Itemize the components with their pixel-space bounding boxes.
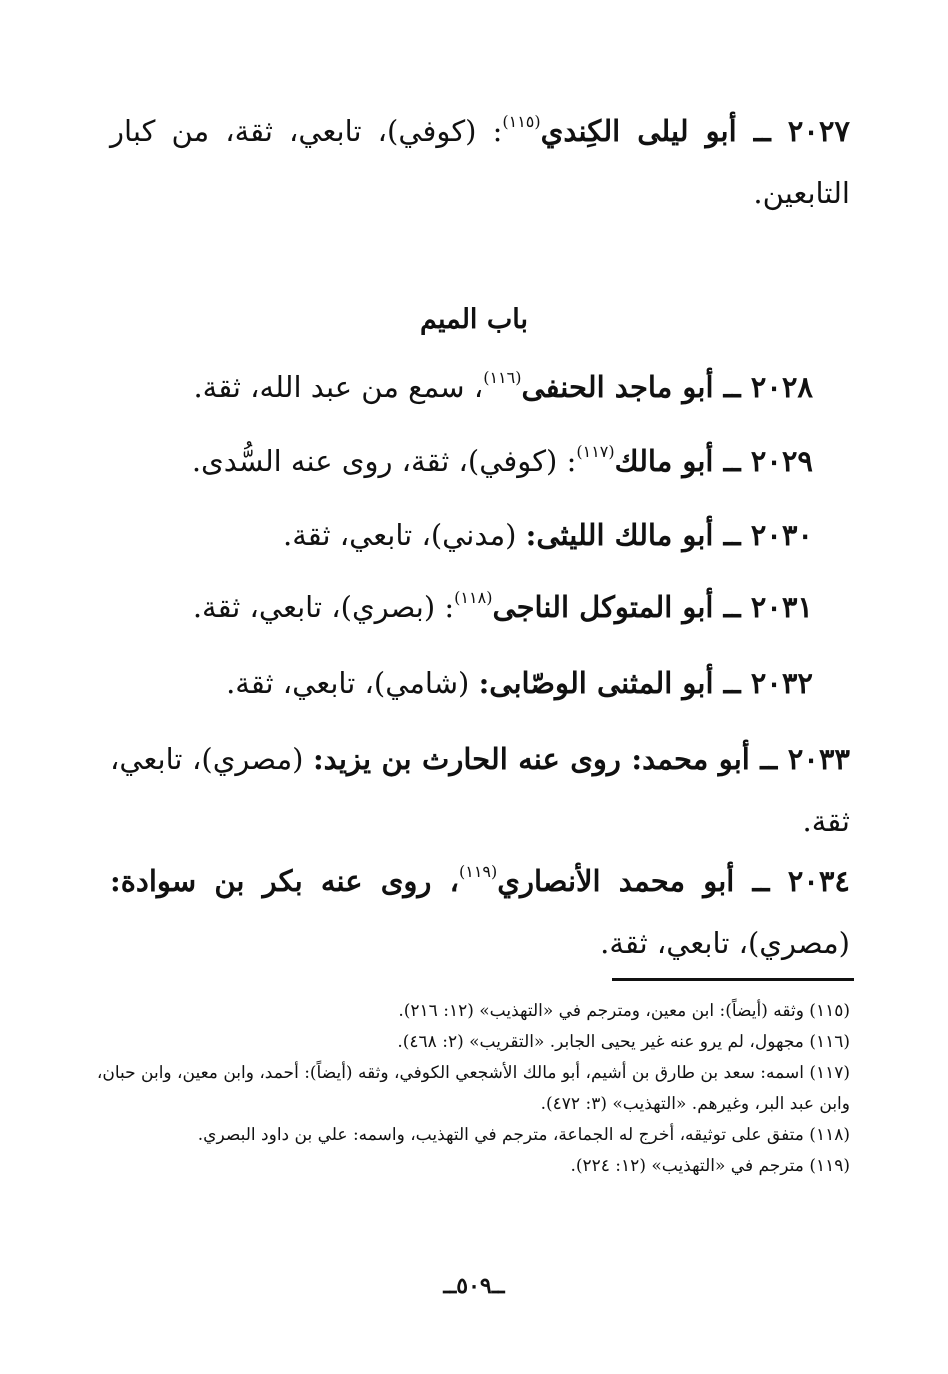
entry-2030: [93, 504, 813, 566]
footnotes: [90, 996, 850, 1182]
entry-head: ٢٠٣٢ ــ أبو المثنى الوصّابى:: [478, 666, 813, 700]
footnote-separator: [612, 978, 854, 981]
footnote-118: (١١٨) متفق على توثيقه، أخرج له الجماعة، مترجم في التهذيب، واسمه: علي بن داود البصري.: [197, 1125, 850, 1145]
entry-body: ، سمع من عبد الله، ثقة.: [193, 370, 484, 404]
entry-body: (مصري)، تابعي، ثقة.: [600, 926, 850, 960]
section-title: باب الميم: [419, 304, 528, 335]
footnote-119: (١١٩) مترجم في «التهذيب» (١٢: ٢٢٤).: [570, 1156, 850, 1176]
entry-2029: [93, 430, 813, 492]
entry-2031: [93, 576, 813, 638]
entry-head: ٢٠٢٩ ــ أبو مالك: [614, 444, 813, 478]
entry-body: : (كوفي)، تابعي، ثقة، من كبار التابعين.: [110, 114, 850, 210]
entry-2027: [110, 100, 850, 224]
footnote-ref: (١١٧): [576, 442, 615, 461]
entry-body: (مدني)، تابعي، ثقة.: [283, 518, 526, 552]
entry-2028: [93, 356, 813, 418]
entry-2033: [110, 728, 850, 852]
entry-head: ٢٠٣١ ــ أبو المتوكل الناجى: [492, 590, 813, 624]
footnote-ref: (١١٩): [458, 862, 498, 881]
entry-body: : (كوفي)، ثقة، روى عنه السُّدى.: [191, 444, 577, 478]
entry-head: ٢٠٢٧ ــ أبو ليلى الكِندي: [540, 114, 850, 148]
footnote-ref: (١١٦): [483, 368, 522, 387]
entry-body: (شامي)، تابعي، ثقة.: [226, 666, 479, 700]
footnote-116: (١١٦) مجهول، لم يرو عنه غير يحيى الجابر. «التقريب» (٢: ٤٦٨).: [397, 1032, 850, 1052]
entry-body: : (بصري)، تابعي، ثقة.: [192, 590, 455, 624]
entry-head: ٢٠٣٣ ــ أبو محمد: روى عنه الحارث بن يزيد:: [312, 742, 850, 776]
entry-head: ٢٠٣٠ ــ أبو مالك الليثى:: [525, 518, 813, 552]
entry-head-tail: ، روى عنه بكر بن سوادة:: [110, 864, 459, 898]
footnote-ref: (١١٨): [454, 588, 493, 607]
footnote-115: (١١٥) وثقه (أيضاً): ابن معين، ومترجم في «التهذيب» (١٢: ٢١٦).: [398, 1001, 850, 1021]
entry-head: ٢٠٢٨ ــ أبو ماجد الحنفى: [521, 370, 813, 404]
entry-head: ٢٠٣٤ ــ أبو محمد الأنصاري: [497, 864, 850, 898]
entry-2032: [93, 652, 813, 714]
footnote-ref: (١١٥): [502, 112, 541, 131]
footnote-117: (١١٧) اسمه: سعد بن طارق بن أشيم، أبو مالك الأشجعي الكوفي، وثقه (أيضاً): أحمد، وابن معين، وابن حبان، وابن عبد البر، وغيرهم. «التهذيب» (٣: ٤٧٢).: [96, 1063, 850, 1114]
page-number: ــ٥٠٩ــ: [443, 1273, 505, 1299]
entry-body: (مصري)، تابعي، ثقة.: [110, 742, 850, 838]
entry-2034: [110, 850, 850, 974]
